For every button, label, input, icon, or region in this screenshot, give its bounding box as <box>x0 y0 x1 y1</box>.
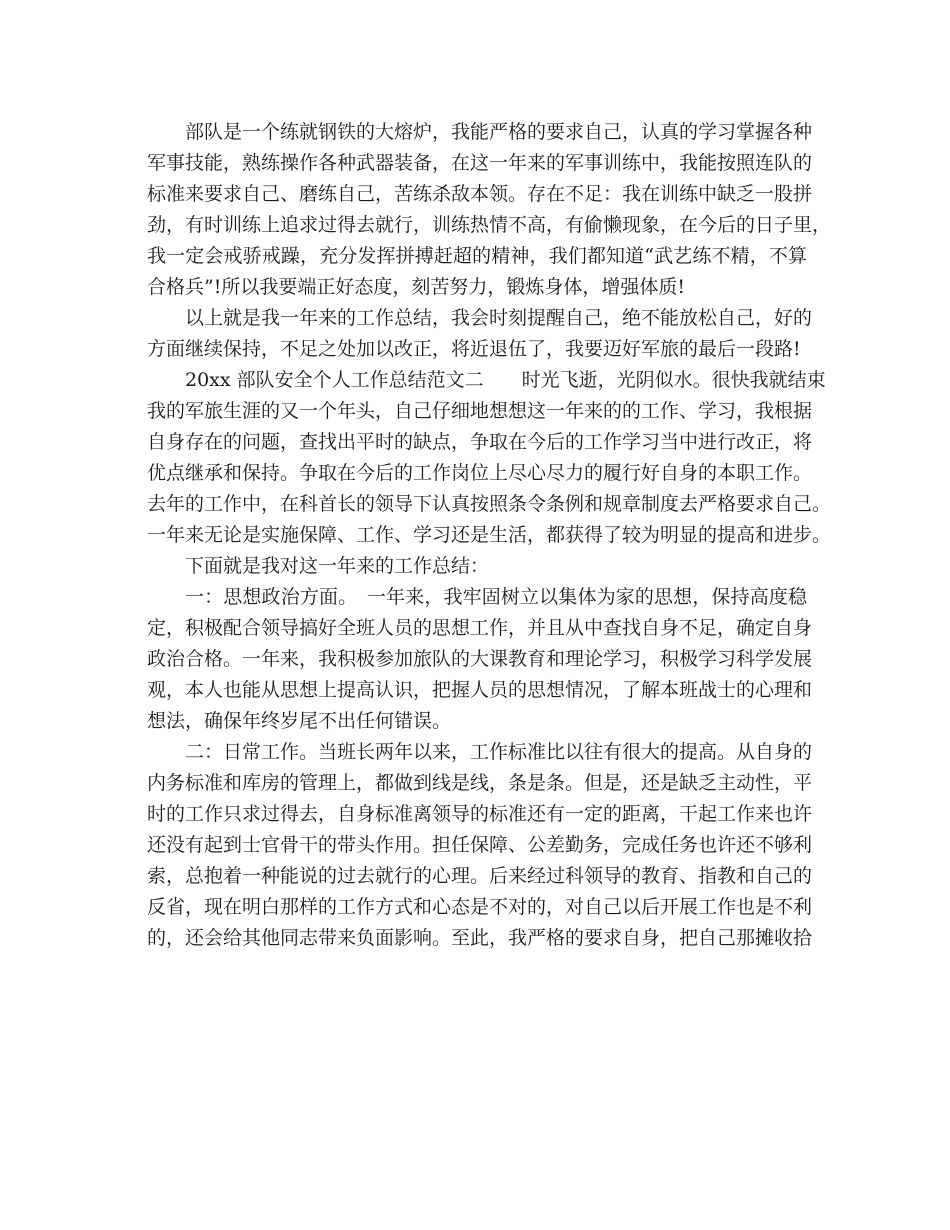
text-line: 时的工作只求过得去，自身标准离领导的标准还有一定的距离，干起工作来也许 <box>147 803 813 825</box>
text-line: 索，总抱着一种能说的过去就行的心理。后来经过科领导的教育、指教和自己的 <box>147 865 813 887</box>
text-line: 我一定会戒骄戒躁，充分发挥拼搏赶超的精神，我们都知道“武艺练不精，不算 <box>147 245 807 267</box>
text-line: 还没有起到士官骨干的带头作用。担任保障、公差勤务，完成任务也许还不够利 <box>147 834 813 856</box>
text-line: 政治合格。一年来，我积极参加旅队的大课教育和理论学习，积极学习科学发展 <box>147 648 813 670</box>
text-line: 以上就是我一年来的工作总结，我会时刻提醒自己，绝不能放松自己，好的 <box>185 307 813 329</box>
text-line: 二：日常工作。当班长两年以来，工作标准比以往有很大的提高。从自身的 <box>185 741 813 763</box>
text-line: 部队是一个练就钢铁的大熔炉，我能严格的要求自己，认真的学习掌握各种 <box>185 121 813 143</box>
text-line: 去年的工作中，在科首长的领导下认真按照条令条例和规章制度去严格要求自己。 <box>147 493 832 515</box>
text-line: 反省，现在明白那样的工作方式和心态是不对的，对自己以后开展工作也是不利 <box>147 896 813 918</box>
text-line: 军事技能，熟练操作各种武器装备，在这一年来的军事训练中，我能按照连队的 <box>147 152 813 174</box>
text-line: 优点继承和保持。争取在今后的工作岗位上尽心尽力的履行好自身的本职工作。 <box>147 462 813 484</box>
text-line: 一年来无论是实施保障、工作、学习还是生活，都获得了较为明显的提高和进步。 <box>147 524 832 546</box>
text-line: 标准来要求自己、磨练自己，苦练杀敌本领。存在不足：我在训练中缺乏一股拼 <box>147 183 813 205</box>
text-line: 观，本人也能从思想上提高认识，把握人员的思想情况，了解本班战士的心理和 <box>147 679 813 701</box>
text-line: 下面就是我对这一年来的工作总结： <box>185 555 490 577</box>
text-line: 我的军旅生涯的又一个年头，自己仔细地想想这一年来的的工作、学习，我根据 <box>147 400 813 422</box>
text-line: 自身存在的问题，查找出平时的缺点，争取在今后的工作学习当中进行改正，将 <box>147 431 813 453</box>
text-line: 的，还会给其他同志带来负面影响。至此，我严格的要求自身，把自己那摊收拾 <box>147 927 813 949</box>
text-line: 内务标准和库房的管理上，都做到线是线，条是条。但是，还是缺乏主动性，平 <box>147 772 813 794</box>
text-line: 劲，有时训练上追求过得去就行，训练热情不高，有偷懒现象，在今后的日子里， <box>147 214 832 236</box>
text-line: 方面继续保持，不足之处加以改正，将近退伍了，我要迈好军旅的最后一段路! <box>147 338 801 360</box>
text-line: 想法，确保年终岁尾不出任何错误。 <box>147 710 452 732</box>
document-body <box>147 117 832 954</box>
text-line: 一：思想政治方面。 一年来，我牢固树立以集体为家的思想，保持高度稳 <box>185 586 807 608</box>
text-line: 合格兵”!所以我要端正好态度，刻苦努力，锻炼身体，增强体质! <box>147 276 685 298</box>
text-line: 定，积极配合领导搞好全班人员的思想工作，并且从中查找自身不足，确定自身 <box>147 617 813 639</box>
text-line: 20xx 部队安全个人工作总结范文二 时光飞逝，光阴似水。很快我就结束 <box>185 369 826 391</box>
